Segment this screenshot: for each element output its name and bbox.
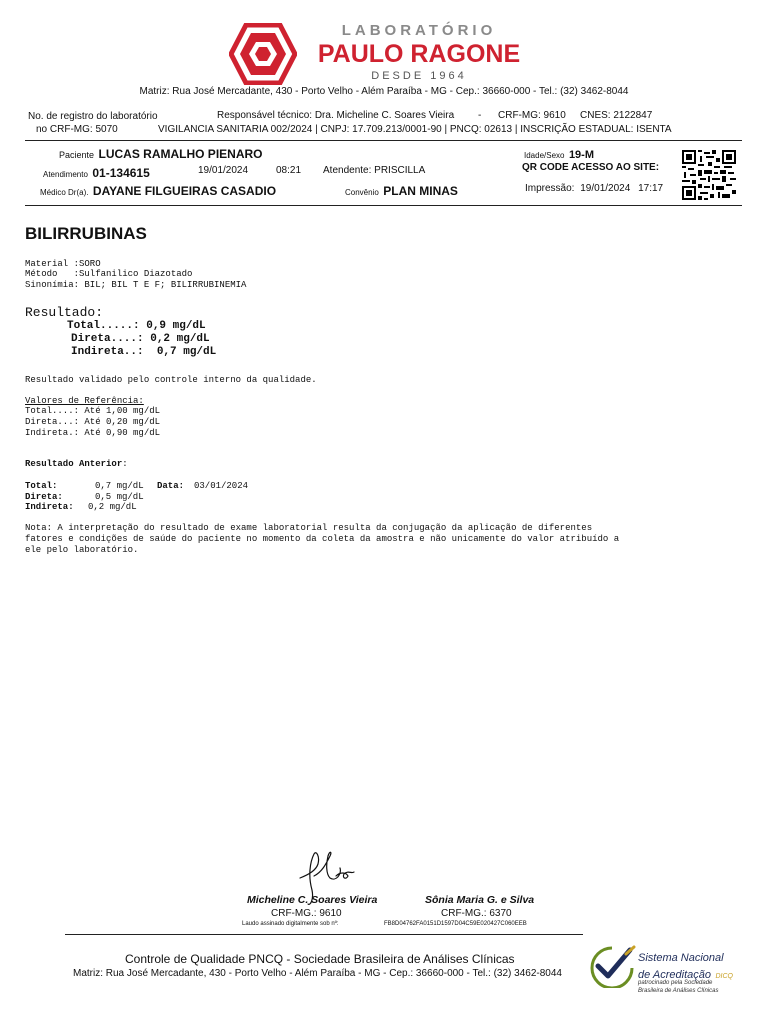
footer-pncq: Controle de Qualidade PNCQ - Sociedade Brasileira de Análises Clínicas [125,952,515,966]
prev-indireta-label: Indireta: [25,502,74,512]
signature-1-name: Micheline C. Soares Vieira [247,894,378,906]
attendant: Atendente: PRISCILLA [323,165,426,176]
attendance-number: 01-134615 [92,166,150,180]
signature-2-name: Sônia Maria G. e Silva [425,894,535,906]
prev-direta-value: 0,5 mg/dL [95,492,144,502]
exam-method: Método :Sulfanilico Diazotado [25,269,193,279]
previous-result-heading [25,459,128,470]
divider-patient [25,205,742,206]
prev-date-label: Data: [157,481,185,491]
convenio-label: Convênio [345,188,379,197]
note-line-3: ele pelo laboratório. [25,545,139,555]
responsible-tech: Responsável técnico: Dra. Micheline C. Soares Vieira [217,110,455,121]
doctor-name: DAYANE FILGUEIRAS CASADIO [92,184,277,198]
reference-title: Valores de Referência: [25,396,144,406]
note-line-2: fatores e condições de saúde do paciente no momento da coleta da amostra e não unicamente do valor atribuído a [25,534,620,544]
patient-row [59,145,262,163]
doctor-row [40,182,276,200]
laudo-hash: FB8D04762FA0151D1597D04C59E020427C060EEB [384,921,527,927]
result-total: Total.....: 0,9 mg/dL [67,320,206,332]
reference-direta: Direta...: Até 0,20 mg/dL [25,417,161,427]
responsible-dash: - [478,110,482,121]
responsible-crf: CRF-MG: 9610 [498,110,566,121]
exam-synonyms: Sinonímia: BIL; BIL T E F; BILIRRUBINEMIA [25,280,247,290]
registry-line-2: no CRF-MG: 5070 [36,124,118,135]
patient-name: LUCAS RAMALHO PIENARO [98,147,263,161]
dicq-line-4: Brasileira de Análises Clínicas [638,988,719,994]
doctor-label: Médico Dr(a). [40,188,89,197]
patient-label: Paciente [59,150,95,160]
header-address: Matriz: Rua José Mercadante, 430 - Porto Velho - Além Paraíba - MG - Cep.: 36660-000 - Tel.: (32) 3462-8044 [139,86,629,97]
footer-address: Matriz: Rua José Mercadante, 430 - Porto Velho - Além Paraíba - MG - Cep.: 36660-000 - Tel.: (32) 3462-8044 [73,968,562,979]
validation-note: Resultado validado pelo controle interno da qualidade. [25,375,317,385]
age-label: Idade/Sexo [524,151,565,160]
dicq-line-3: patrocinado pela Sociedade [638,980,713,986]
print-date: 19/01/2024 [580,183,631,194]
print-time: 17:17 [638,183,664,194]
divider-footer [65,934,583,935]
result-indireta: Indireta..: 0,7 mg/dL [71,346,217,358]
attendance-row [43,164,150,182]
signature-2-crf: CRF-MG.: 6370 [441,908,512,919]
laudo-label: Laudo assinado digitalmente sob nº: [242,921,339,927]
attendance-time: 08:21 [276,165,302,176]
note-line-1: Nota: A interpretação do resultado de exame laboratorial resulta da conjugação da aplicação de diferentes [25,523,593,533]
lab-since: DESDE 1964 [371,70,467,82]
exam-material: Material :SORO [25,259,101,269]
age-row [524,145,594,163]
age-value: 19-M [568,149,594,161]
previous-result-title: Resultado Anterior [25,459,123,469]
dicq-tag: DICQ [715,973,733,980]
registry-line-1: No. de registro do laboratório [28,111,158,122]
result-label: Resultado: [25,305,104,320]
print-label: Impressão: [525,183,575,194]
cnes: CNES: 2122847 [580,110,653,121]
lab-name-main: PAULO RAGONE [317,40,521,68]
reference-total: Total....: Até 1,00 mg/dL [25,406,161,416]
reference-indireta: Indireta.: Até 0,90 mg/dL [25,428,161,438]
prev-direta-label: Direta: [25,492,63,502]
lab-name-top: LABORATÓRIO [341,22,497,39]
vigilancia-line: VIGILANCIA SANITARIA 002/2024 | CNPJ: 17.709.213/0001-90 | PNCQ: 02613 | INSCRIÇÃO ESTADUAL: ISENTA [158,124,672,135]
dicq-line-1: Sistema Nacional [638,952,724,964]
exam-title: BILIRRUBINAS [25,224,147,243]
convenio-value: PLAN MINAS [383,184,458,198]
prev-indireta-value: 0,2 mg/dL [88,502,137,512]
result-direta: Direta....: 0,2 mg/dL [71,333,210,345]
prev-date-value: 03/01/2024 [194,481,249,491]
attendance-date: 19/01/2024 [198,165,249,176]
qr-code-icon[interactable] [682,150,736,200]
print-row [525,183,663,194]
previous-result-colon: : [122,459,128,469]
prev-total-value: 0,7 mg/dL [95,481,144,491]
signature-1-crf: CRF-MG.: 9610 [271,908,342,919]
dicq-check-icon [586,944,638,988]
convenio-row [345,182,458,200]
dicq-line-2: de Acreditação [638,969,711,981]
divider-top [25,140,742,141]
prev-total-label: Total: [25,481,58,491]
attendance-label: Atendimento [43,170,88,179]
qr-label: QR CODE ACESSO AO SITE: [522,162,660,173]
